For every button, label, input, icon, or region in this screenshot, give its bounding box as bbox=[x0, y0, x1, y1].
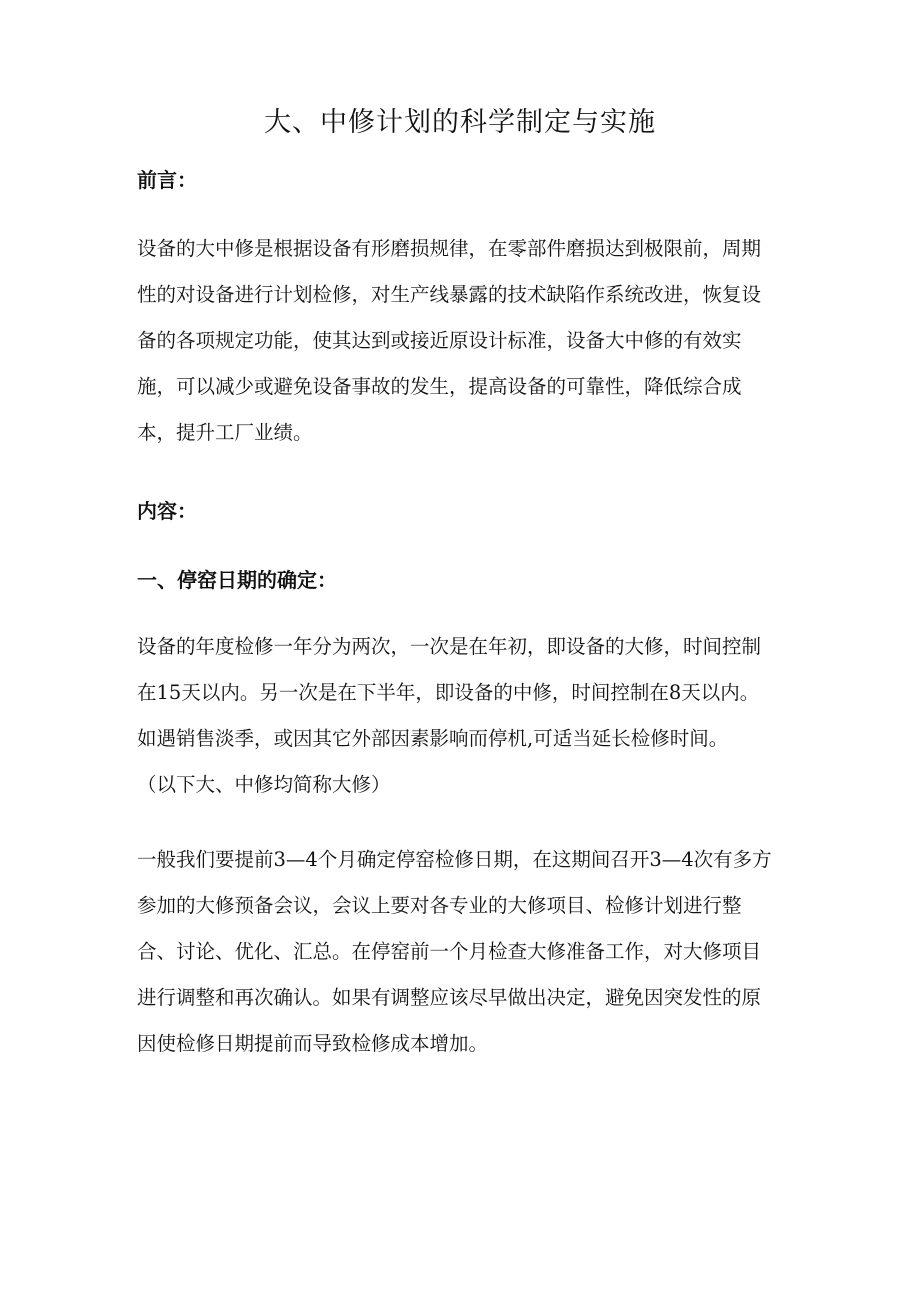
paragraph-line: 在15天以内。另一次是在下半年，即设备的中修，时间控制在8天以内。 bbox=[137, 681, 760, 704]
paragraph-line: 性的对设备进行计划检修，对生产线暴露的技术缺陷作系统改进，恢复设 bbox=[137, 283, 762, 306]
paragraph-line: 备的各项规定功能，使其达到或接近原设计标准，设备大中修的有效实 bbox=[137, 329, 742, 352]
section1-paragraph-1 bbox=[137, 624, 787, 808]
paragraph-line: （以下大、中修均简称大修） bbox=[137, 773, 391, 796]
content-heading: 内容： bbox=[137, 499, 197, 523]
document-title: 大、中修计划的科学制定与实施 bbox=[264, 107, 656, 138]
section1-heading: 一、停窑日期的确定： bbox=[137, 568, 337, 592]
paragraph-line: 设备的年度检修一年分为两次，一次是在年初，即设备的大修，时间控制 bbox=[137, 635, 762, 658]
paragraph-line: 本，提升工厂业绩。 bbox=[137, 421, 313, 444]
paragraph-line: 设备的大中修是根据设备有形磨损规律，在零部件磨损达到极限前，周期 bbox=[137, 237, 762, 260]
paragraph-line: 因使检修日期提前而导致检修成本增加。 bbox=[137, 1032, 489, 1055]
paragraph-line: 进行调整和再次确认。如果有调整应该尽早做出决定，避免因突发性的原 bbox=[137, 986, 762, 1009]
section1-paragraph-2 bbox=[137, 837, 787, 1067]
paragraph-line: 参加的大修预备会议，会议上要对各专业的大修项目、检修计划进行整 bbox=[137, 894, 742, 917]
preface-paragraph bbox=[137, 226, 787, 456]
paragraph-line: 施，可以减少或避免设备事故的发生，提高设备的可靠性，降低综合成 bbox=[137, 375, 742, 398]
paragraph-line: 合、讨论、优化、汇总。在停窑前一个月检查大修准备工作，对大修项目 bbox=[137, 940, 762, 963]
preface-heading: 前言： bbox=[137, 168, 197, 192]
paragraph-line: 一般我们要提前3—4个月确定停窑检修日期，在这期间召开3—4次有多方 bbox=[137, 848, 772, 871]
paragraph-line: 如遇销售淡季，或因其它外部因素影响而停机,可适当延长检修时间。 bbox=[137, 727, 729, 750]
